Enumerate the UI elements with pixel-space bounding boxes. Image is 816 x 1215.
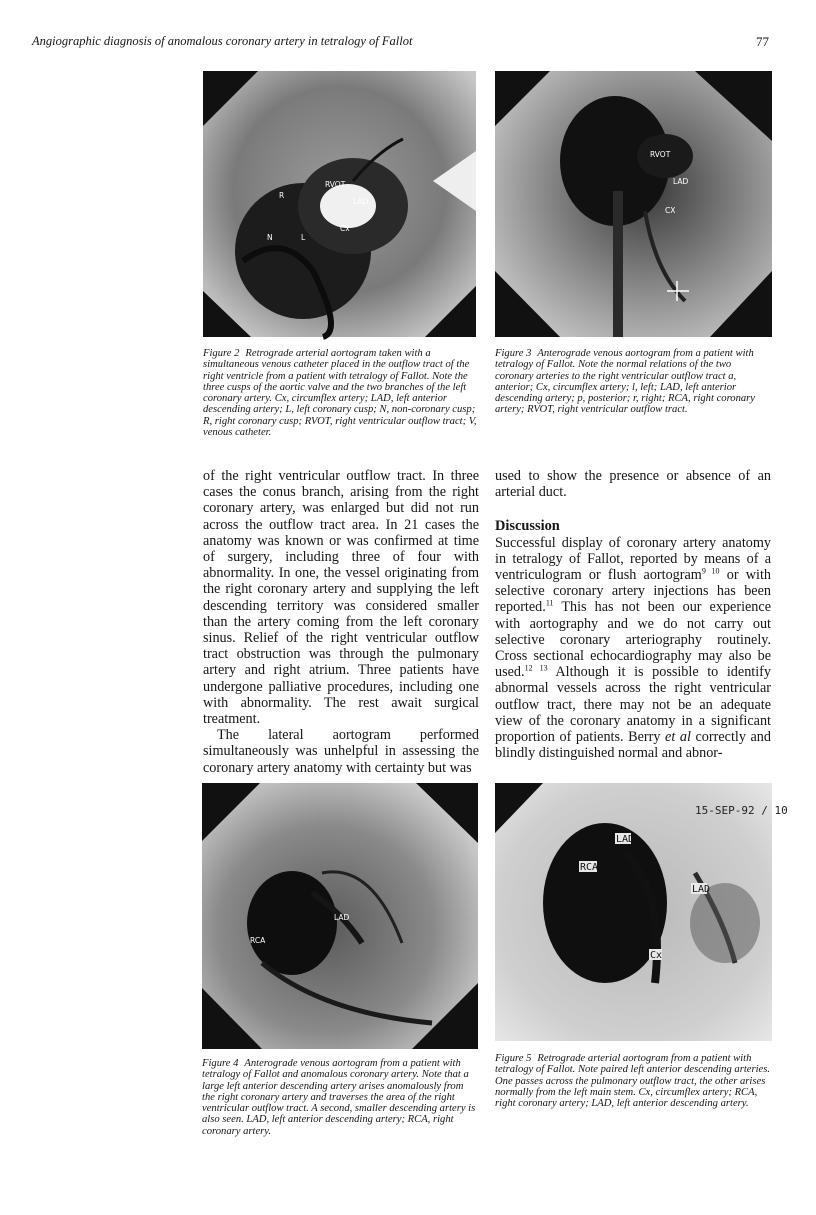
figure-5-caption (495, 1053, 771, 1109)
reference-marker: 12 13 (524, 663, 548, 673)
fig5-date-stamp: 15-SEP-92 / 10 (695, 804, 788, 817)
fig3-label-rvot: RVOT (650, 150, 671, 159)
figure-4-image (202, 783, 478, 1049)
fig2-label-lad: LAD (353, 197, 369, 206)
left-text-column (203, 468, 479, 776)
fig5-label-cx: Cx (650, 950, 663, 961)
fig5-label-lad-2: LAD (692, 884, 711, 895)
rvot-contrast (320, 184, 376, 228)
figure-3-caption (495, 348, 771, 416)
section-heading: Discussion (495, 518, 560, 535)
figure-4-caption (202, 1058, 478, 1137)
fig4-label-lad: LAD (334, 913, 350, 922)
fig5-label-lad-1: LAD (616, 834, 635, 845)
fig2-label-rvot: RVOT (325, 180, 346, 189)
fig2-label-cx: Cx (340, 224, 350, 233)
figure-2-caption (203, 348, 479, 438)
caption-label: Figure 2 (203, 348, 240, 359)
running-title: Angiographic diagnosis of anomalous coronary artery in tetralogy of Fallot (32, 34, 413, 48)
reference-marker: 11 (545, 598, 554, 608)
fig2-label-n: N (267, 233, 273, 242)
figure-3-image (495, 71, 772, 337)
caption-text: Anterograde venous aortogram from a patient with tetralogy of Fallot and anomalous coronary artery. Note that a large left anterior descending artery arises anomalously from the right coronary artery and traverses the area of the right ventricular outflow tract. A second, smaller descending artery is also seen. LAD, left anterior descending artery; RCA, right coronary artery. (202, 1058, 476, 1137)
paragraph: Successful display of coronary artery anatomy in tetralogy of Fallot, reported by means of a ventriculogram or flush aortogram$^{9 10}$ or with selective coronary artery injections has been reported.$^{11}$ This has not been our experience with aortography and we do not carry out selective coronary arteriography routinely. Cross sectional echocardiography may also be used.$^{12 13}$ Although it is possible to identify abnormal vessels across the right ventricular outflow tract, there may not be an adequate view of the coronary anatomy in a significant proportion of patients. Berry et al correctly and blindly distinguished normal and abnor- (495, 534, 772, 762)
fig4-label-rca: RCA (250, 936, 266, 945)
right-text-column (495, 468, 771, 761)
caption-label: Figure 3 (495, 348, 532, 359)
fig3-label-lad: LAD (673, 177, 689, 186)
fig2-label-l: L (301, 233, 306, 242)
caption-text: Retrograde arterial aortogram from a patient with tetralogy of Fallot. Note paired left anterior descending arteries. One passes across the pulmonary outflow tract, the other arises normally from the left main stem. Cx, circumflex artery; RCA, right coronary artery; LAD, left anterior descending artery. (495, 1053, 771, 1110)
paragraph: The lateral aortogram performed simultaneously was unhelpful in assessing the coronary artery anatomy with certainty but was (203, 727, 479, 776)
paragraph: of the right ventricular outflow tract. In three cases the conus branch, arising from the right coronary artery, was enlarged but did not run across the outflow tract area. In 21 cases the anatomy was known or was confirmed at time of surgery, including three of four with abnormality. In one, the vessel originating from the right coronary artery and supplying the left descending territory was considered smaller than the artery coming from the left coronary sinus. Relief of the right ventricular outflow tract obstruction was through the pulmonary artery and right atrium. Three patients have undergone palliative procedures, including one with abnormality. The rest await surgical treatment. (203, 468, 479, 728)
caption-label: Figure 4 (202, 1058, 239, 1069)
page-number: 77 (756, 34, 769, 49)
fig3-label-cx: CX (665, 206, 676, 215)
fig2-label-r: R (279, 191, 285, 200)
caption-text: Anterograde venous aortogram from a patient with tetralogy of Fallot. Note the normal relations of the two coronary arteries to the right ventricular outflow tract a, anterior; Cx, circumflex artery; l, left; LAD, left anterior descending artery; p, posterior; r, right; RCA, right coronary artery; RVOT, right ventricular outflow tract. (495, 348, 756, 416)
paragraph: used to show the presence or absence of an arterial duct. (495, 468, 771, 501)
figure-5-image (495, 783, 788, 1041)
fig5-label-rca: RCA (580, 862, 599, 873)
reference-marker: 9 10 (701, 566, 720, 576)
figure-2-image (203, 71, 476, 337)
caption-label: Figure 5 (495, 1053, 532, 1064)
caption-text: Retrograde arterial aortogram taken with a simultaneous venous catheter placed in the outflow tract of the right ventricle from a patient with tetralogy of Fallot. Note the three cusps of the aortic valve and the two branches of the left coronary artery. Cx, circumflex artery; LAD, left anterior descending artery; L, left coronary cusp; N, non-coronary cusp; R, right coronary cusp; RVOT, right ventricular outflow tract; V, venous catheter. (203, 348, 477, 439)
